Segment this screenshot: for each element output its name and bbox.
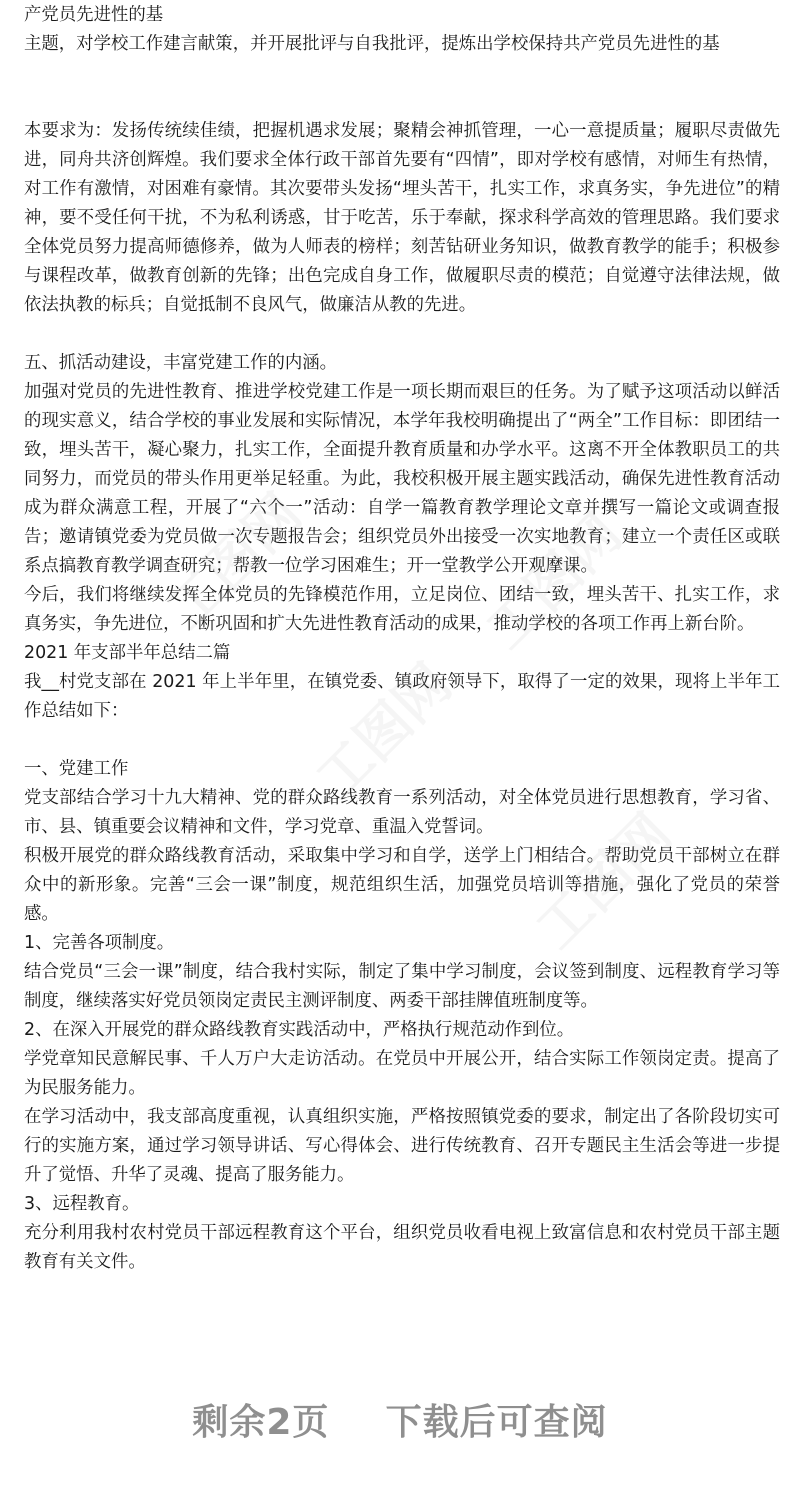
blank-line [24,320,780,349]
document-subtitle: 2021 年支部半年总结二篇 [24,643,231,663]
paragraph-cut-top-2: 主题，对学校工作建言献策，并开展批评与自我批评，提炼出学校保持共产党员先进性的基 [24,34,720,54]
paragraph-future: 今后，我们将继续发挥全体党员的先锋模范作用，立足岗位、团结一致，埋头苦干、扎实工作，求真务实，争先进位，不断巩固和扩大先进性教育活动的成果，推动学校的各项工作再上新台阶。 [24,585,780,634]
remaining-pages-link[interactable]: 剩余2页 [192,1402,330,1443]
blank-line [24,59,780,88]
paragraph-systems: 结合党员“三会一课”制度，结合我村实际，制定了集中学习制度，会议签到制度、远程教育学习等制度，继续落实好党员领岗定责民主测评制度、两委干部挂牌值班制度等。 [24,962,780,1011]
paragraph-intro: 我__村党支部在 2021 年上半年里，在镇党委、镇政府领导下，取得了一定的效果，现将上半年工作总结如下： [24,672,780,721]
document-body [24,0,780,1277]
watermark-text: 工图网 [154,481,314,641]
list-heading-1: 1、完善各项制度。 [24,933,175,953]
section-heading-five: 五、抓活动建设，丰富党建工作的内涵。 [24,353,338,373]
paragraph-visits: 学党章知民意解民事、千人万户大走访活动。在党员中开展公开，结合实际工作领岗定责。提高了为民服务能力。 [24,1049,780,1098]
paragraph-remote-education: 充分利用我村农村党员干部远程教育这个平台，组织党员收看电视上致富信息和农村党员干部主题教育有关文件。 [24,1223,780,1272]
download-to-view-link[interactable]: 下载后可查阅 [385,1402,608,1443]
paragraph-mass-line: 积极开展党的群众路线教育活动，采取集中学习和自学，送学上门相结合。帮助党员干部树立在群众中的新形象。完善“三会一课”制度，规范组织生活，加强党员培训等措施，强化了党员的荣誉感。 [24,846,780,924]
list-heading-3: 3、远程教育。 [24,1194,140,1214]
watermark-text: 工图网 [304,651,464,811]
blank-line [24,726,780,755]
watermark-text: 工图网 [524,801,684,961]
paragraph-study-activities: 在学习活动中，我支部高度重视，认真组织实施，严格按照镇党委的要求，制定出了各阶段切实可行的实施方案，通过学习领导讲话、写心得体会、进行传统教育、召开专题民主生活会等进一步提升了觉悟、升华了灵魂、提高了服务能力。 [24,1107,780,1185]
paragraph-party-study: 党支部结合学习十九大精神、党的群众路线教育一系列活动，对全体党员进行思想教育，学习省、市、县、镇重要会议精神和文件，学习党章、重温入党誓词。 [24,788,780,837]
download-prompt-bar [0,1394,800,1445]
paragraph-requirements: 本要求为：发扬传统续佳绩，把握机遇求发展；聚精会神抓管理，一心一意提质量；履职尽责做先进，同舟共济创辉煌。我们要求全体行政干部首先要有“四情”，即对学校有感情，对师生有热情，对工作有激情，对困难有豪情。其次要带头发扬“埋头苦干，扎实工作，求真务实，争先进位”的精神，要不受任何干扰，不为私利诱惑，甘于吃苦，乐于奉献，探求科学高效的管理思路。我们要求全体党员努力提高师德修养，做为人师表的榜样；刻苦钻研业务知识，做教育教学的能手；积极参与课程改革，做教育创新的先锋；出色完成自身工作，做履职尽责的模范；自觉遵守法律法规，做依法执教的标兵；自觉抵制不良风气，做廉洁从教的先进。 [24,121,780,315]
blank-line [24,88,780,117]
paragraph-activities: 加强对党员的先进性教育、推进学校党建工作是一项长期而艰巨的任务。为了赋予这项活动以鲜活的现实意义，结合学校的事业发展和实际情况，本学年我校明确提出了“两全”工作目标：即团结一致，埋头苦干，凝心聚力，扎实工作，全面提升教育质量和办学水平。这离不开全体教职员工的共同努力，而党员的带头作用更举足轻重。为此，我校积极开展主题实践活动，确保先进性教育活动成为群众满意工程，开展了“六个一”活动：自学一篇教育教学理论文章并撰写一篇论文或调查报告；邀请镇党委为党员做一次专题报告会；组织党员外出接受一次实地教育；建立一个责任区或联系点搞教育教学调查研究；帮教一位学习困难生；开一堂教学公开观摩课。 [24,382,780,576]
paragraph-cut-top-1: 产党员先进性的基 [24,5,164,25]
section-heading-one: 一、党建工作 [24,759,129,779]
list-heading-2: 2、在深入开展党的群众路线教育实践活动中，严格执行规范动作到位。 [24,1020,575,1040]
watermark-text: 工图网 [474,501,634,661]
